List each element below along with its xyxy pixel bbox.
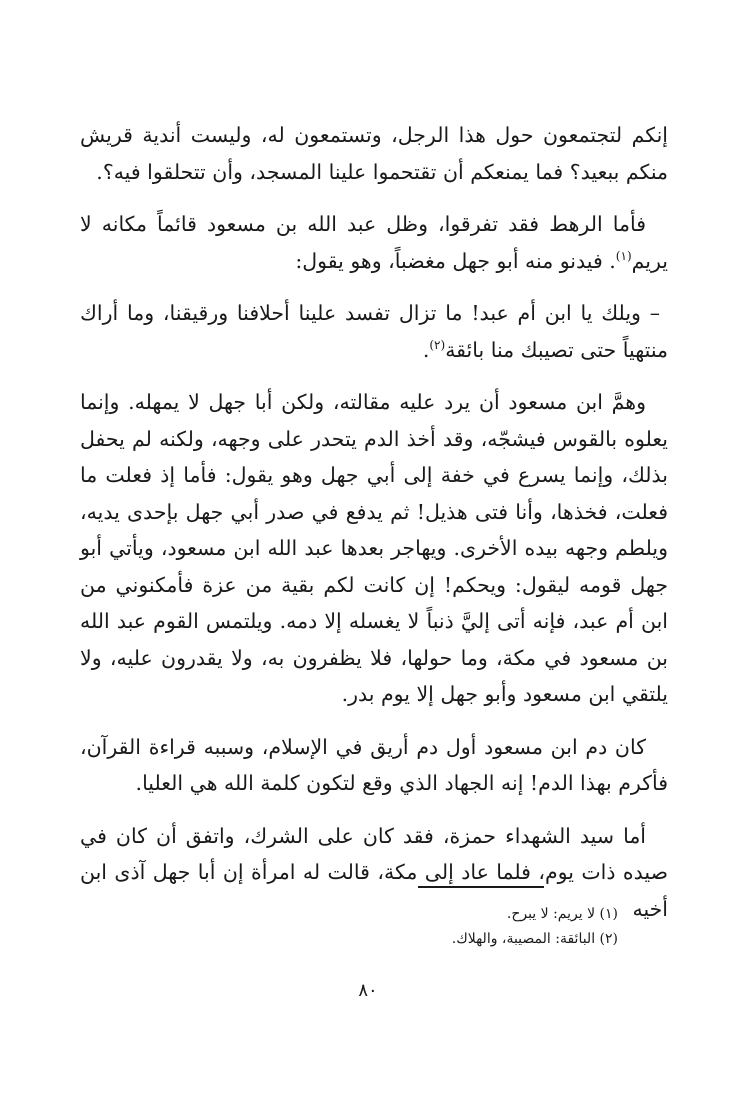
paragraph-3-text: – ويلك يا ابن أم عبد! ما تزال تفسد علينا أحلافنا ورقيقنا، وما أراك منتهياً حتى تصيبك منا بائقة [80, 301, 668, 362]
footnotes [198, 902, 618, 952]
paragraph-4-text: وهمَّ ابن مسعود أن يرد عليه مقالته، ولكن أبا جهل لا يمهله. وإنما يعلوه بالقوس فيشجّه، وقد أخذ الدم يتحدر على وجهه، ولكنه لم يحفل بذلك، وإنما يسرع في خفة إلى أبي جهل وهو يقول: فأما إذ فعلت ما فعلت، فخذها، وأنا فتى هذيل! ثم يدفع في صدر أبي جهل بإحدى يديه، ويلطم وجهه بيده الأخرى. ويهاجر بعدها عبد الله ابن مسعود، ويأتي أبو جهل قومه ليقول: ويحكم! إن كانت لكم بقية من عزة فأمكنوني من ابن أم عبد، فإنه أتى إليَّ ذنباً لا يغسله إلا دمه. ويلتمس القوم عبد الله بن مسعود في مكة، وما حولها، فلا يظفرون به، ولا يقدرون عليه، ولا يلتقي ابن مسعود وأبو جهل إلا يوم بدر. [80, 390, 668, 706]
footnote-1: (١) لا يريم: لا يبرح. [506, 906, 618, 922]
paragraph-2-tail: . فيدنو منه أبو جهل مغضباً، وهو يقول: [295, 248, 616, 273]
paragraph-3 [80, 295, 668, 368]
paragraph-2 [80, 206, 668, 279]
paragraph-4 [80, 384, 668, 713]
paragraph-1-text: إنكم لتجتمعون حول هذا الرجل، وتستمعون له، وليست أندية قريش منكم ببعيد؟ فما يمنعكم أن تقتحموا علينا المسجد، وأن تتحلقوا فيه؟. [80, 123, 668, 184]
page-number: ٨٠ [358, 980, 378, 1001]
paragraph-2-text: فأما الرهط فقد تفرقوا، وظل عبد الله بن مسعود قائماً مكانه لا يريم [80, 212, 668, 273]
footnote-2: (٢) البائقة: المصيبة، والهلاك. [451, 931, 618, 947]
paragraph-3-tail: . [422, 337, 430, 362]
main-text [80, 117, 668, 943]
footnote-divider [418, 886, 544, 888]
footnote-ref-1[interactable]: (١) [615, 248, 632, 263]
paragraph-1 [80, 117, 668, 190]
paragraph-6-text: أما سيد الشهداء حمزة، فقد كان على الشرك، واتفق أن كان في صيده ذات يوم، فلما عاد إلى مكة، قالت له امرأة إن أبا جهل آذى ابن أخيه [80, 823, 668, 921]
paragraph-5-text: كان دم ابن مسعود أول دم أريق في الإسلام، وسببه قراءة القرآن، فأكرم بهذا الدم! إنه الجهاد الذي وقع لتكون كلمة الله هي العليا. [80, 734, 668, 795]
paragraph-5 [80, 729, 668, 802]
footnote-ref-2[interactable]: (٢) [429, 337, 446, 352]
